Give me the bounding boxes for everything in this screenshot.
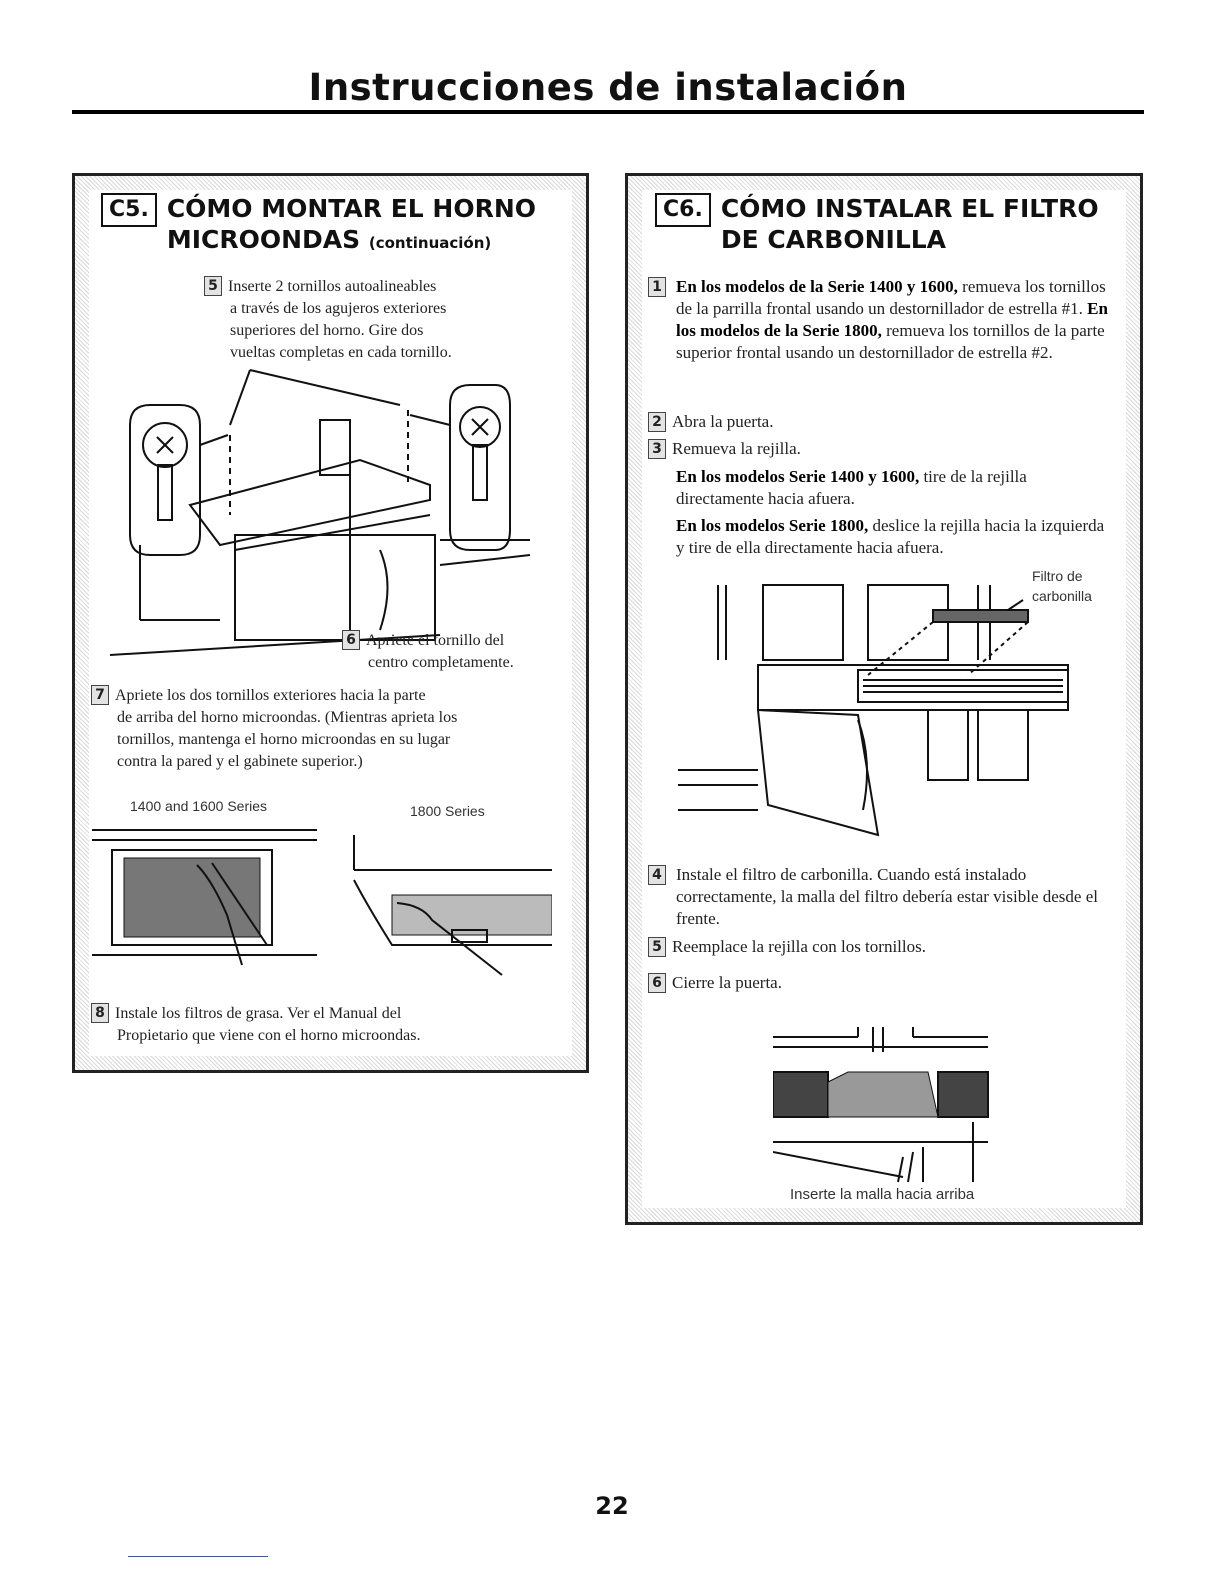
grease-filter-illustration (92, 825, 552, 980)
c5-step-8: 8 Instale los filtros de grasa. Ver el Manual del Propietario que viene con el horno microondas. (91, 1003, 561, 1047)
section-c5-continuation: (continuación) (368, 234, 492, 252)
c6-step-2: 2 Abra la puerta. (648, 411, 1108, 433)
c6-step-1: 1 En los modelos de la Serie 1400 y 1600, remueva los tornillos de la parrilla frontal usando un destornillador de estrella #1. En los modelos de la Serie 1800, remueva los tornillos de la parte superior frontal usando un destornillador de estrella #2. (648, 276, 1108, 364)
section-c6-title-line1: CÓMO INSTALAR EL FILTRO (720, 194, 1099, 223)
step-number: 7 (91, 685, 109, 705)
c6-step-3-series-1400-1600: En los modelos Serie 1400 y 1600, tire de la rejilla directamente hacia afuera. (676, 467, 1027, 508)
section-c5-title-line2: MICROONDAS (166, 225, 361, 254)
c5-step-5: 5 Inserte 2 tornillos autoalineables a través de los agujeros exteriores superiores del horno. Gire dos vueltas completas en cada tornillo. (204, 276, 524, 364)
c6-step-3-series-1800: En los modelos Serie 1800, deslice la rejilla hacia la izquierda y tire de ella directamente hacia afuera. (676, 516, 1105, 557)
caption-series-1800: 1800 Series (410, 803, 485, 819)
step-number: 8 (91, 1003, 109, 1023)
section-c5-badge: C5. (101, 193, 157, 227)
label-filtro-de-carbonilla: Filtro de carbonilla (1032, 568, 1092, 604)
section-c6-title (721, 193, 1099, 255)
step-number: 6 (648, 973, 666, 993)
c6-step-6: 6 Cierre la puerta. (648, 972, 1108, 994)
c6-step-4: 4 Instale el filtro de carbonilla. Cuando está instalado correctamente, la malla del filtro debería estar visible desde el frente. (648, 864, 1123, 930)
section-c5-title-line1: CÓMO MONTAR EL HORNO (166, 194, 537, 223)
section-c6-header (655, 193, 1099, 255)
step-number: 5 (648, 937, 666, 957)
step-number: 5 (204, 276, 222, 296)
c6-step-5: 5 Reemplace la rejilla con los tornillos. (648, 936, 1108, 958)
step-number: 3 (648, 439, 666, 459)
charcoal-filter-illustration (678, 580, 1078, 845)
title-rule (72, 110, 1144, 114)
caption-series-1400-1600: 1400 and 1600 Series (130, 798, 267, 814)
mesh-insert-illustration (773, 1022, 993, 1187)
step-number: 6 (342, 630, 360, 650)
step-number: 4 (648, 865, 666, 885)
section-c5-title (167, 193, 536, 259)
section-c5-header (101, 193, 536, 259)
caption-mesh-insert: Inserte la malla hacia arriba (790, 1186, 975, 1203)
step-number: 1 (648, 277, 666, 297)
c5-step-6: 6 Apriete el tornillo del centro completamente. (342, 630, 562, 674)
microwave-mounting-illustration (110, 365, 540, 665)
section-c6-badge: C6. (655, 193, 711, 227)
c5-step-7: 7 Apriete los dos tornillos exteriores hacia la parte de arriba del horno microondas. (Mientras aprieta los tornillos, mantenga el horno microondas en su lugar contra la pared y el gabinete superior.) (91, 685, 561, 773)
page-title: Instrucciones de instalación (308, 66, 908, 109)
page-number: 22 (595, 1492, 629, 1520)
step-number: 2 (648, 412, 666, 432)
section-c6-title-line2: DE CARBONILLA (720, 225, 947, 254)
c6-step-3: 3 Remueva la rejilla. (648, 438, 1108, 460)
footer-rule (128, 1556, 268, 1557)
